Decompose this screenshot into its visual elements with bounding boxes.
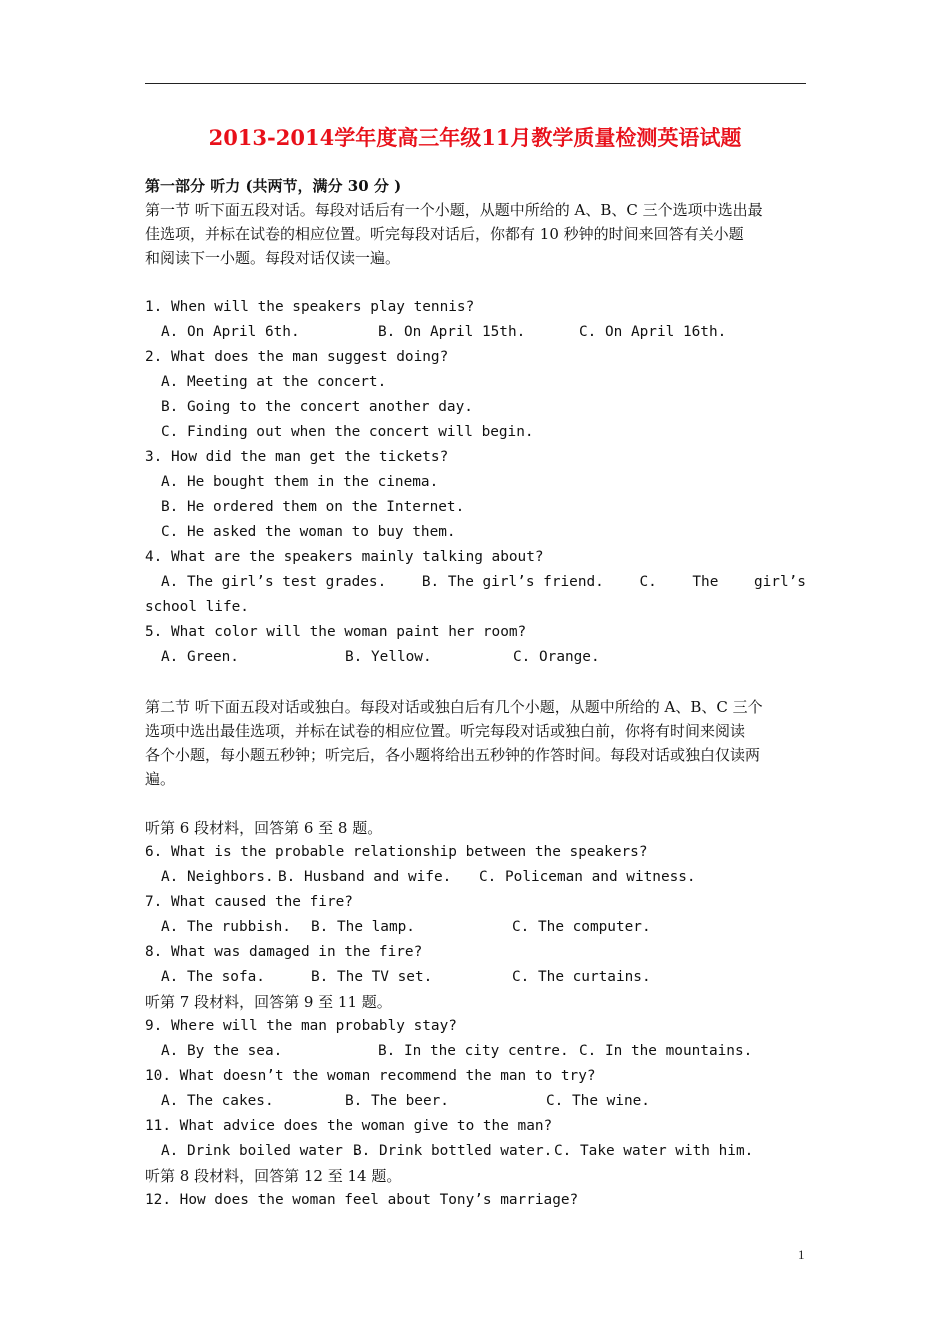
question-7: 7. What caused the fire? [145, 894, 353, 910]
question-4: 4. What are the speakers mainly talking about? [145, 549, 544, 565]
option-a: A. He bought them in the cinema. [161, 474, 439, 490]
section1-instruction-line-2: 佳选项，并标在试卷的相应位置。听完每段对话后，你都有 10 秒钟的时间来回答有关小题 [145, 225, 744, 243]
material-8-instruction: 听第 8 段材料，回答第 12 至 14 题。 [145, 1167, 402, 1185]
page-title: 2013-2014学年度高三年级11月教学质量检测英语试题 [208, 125, 742, 150]
option-b: B. In the city centre. [378, 1043, 569, 1059]
option-b: B. The beer. [345, 1093, 449, 1109]
header-rule [145, 83, 806, 84]
option-b: B. Going to the concert another day. [161, 399, 473, 415]
question-12: 12. How does the woman feel about Tony’s marriage? [145, 1192, 579, 1208]
question-5-options [145, 645, 806, 670]
option-c: C. On April 16th. [579, 324, 727, 340]
option-c: C. He asked the woman to buy them. [161, 524, 456, 540]
spacer [145, 670, 806, 695]
question-6: 6. What is the probable relationship between the speakers? [145, 844, 648, 860]
question-2: 2. What does the man suggest doing? [145, 349, 449, 365]
question-11: 11. What advice does the woman give to the man? [145, 1118, 553, 1134]
question-3: 3. How did the man get the tickets? [145, 449, 449, 465]
option-a: A. Meeting at the concert. [161, 374, 387, 390]
section2-instruction-line-4: 遍。 [145, 770, 176, 788]
option-b: B. The TV set. [311, 969, 433, 985]
question-1: 1. When will the speakers play tennis? [145, 299, 475, 315]
question-10-options [145, 1089, 806, 1114]
question-9-options [145, 1039, 806, 1064]
option-c: C. Finding out when the concert will begin. [161, 424, 534, 440]
option-b: B. He ordered them on the Internet. [161, 499, 465, 515]
material-6-instruction: 听第 6 段材料，回答第 6 至 8 题。 [145, 819, 383, 837]
section1-instruction-line-3: 和阅读下一小题。每段对话仅读一遍。 [145, 249, 401, 267]
option-c-word-1: The [692, 574, 719, 590]
question-6-options [145, 865, 806, 890]
section2-instruction-line-3: 各个小题，每小题五秒钟；听完后，各小题将给出五秒钟的作答时间。每段对话或独白仅读两 [145, 746, 761, 764]
option-c: C. Orange. [513, 649, 600, 665]
question-5: 5. What color will the woman paint her room? [145, 624, 527, 640]
option-a: A. The cakes. [161, 1093, 274, 1109]
part1-heading: 第一部分 听力 (共两节，满分 30 分 ) [145, 177, 402, 195]
option-b: B. On April 15th. [378, 324, 526, 340]
option-a: A. Neighbors. [161, 869, 274, 885]
option-c: C. The curtains. [512, 969, 651, 985]
option-c: C. The wine. [546, 1093, 650, 1109]
document-body [145, 174, 806, 1213]
option-a: A. Drink boiled water . [161, 1143, 361, 1159]
question-7-options [145, 915, 806, 940]
option-b: B. Husband and wife. [278, 869, 452, 885]
question-11-options [145, 1139, 806, 1164]
spacer [145, 270, 806, 295]
option-b: B. Drink bottled water. [353, 1143, 553, 1159]
option-a: A. The girl’s test grades. [161, 574, 387, 590]
question-9: 9. Where will the man probably stay? [145, 1018, 457, 1034]
spacer [145, 791, 806, 816]
option-a: A. The rubbish. [161, 919, 291, 935]
option-a: A. On April 6th. [161, 324, 300, 340]
section1-instruction-line-1: 第一节 听下面五段对话。每段对话后有一个小题，从题中所给的 A、B、C 三个选项中选出最 [145, 201, 763, 219]
option-c: C. Take water with him. [554, 1143, 754, 1159]
question-8: 8. What was damaged in the fire? [145, 944, 423, 960]
option-a: A. The sofa. [161, 969, 265, 985]
option-c: C. Policeman and witness. [479, 869, 696, 885]
option-b: B. The girl’s friend. [421, 574, 604, 590]
option-b: B. The lamp. [311, 919, 415, 935]
page-number: 1 [798, 1247, 805, 1262]
question-1-options [145, 320, 806, 345]
question-10: 10. What doesn’t the woman recommend the man to try? [145, 1068, 596, 1084]
section2-instruction-line-1: 第二节 听下面五段对话或独白。每段对话或独白后有几个小题，从题中所给的 A、B、C 三个 [145, 698, 763, 716]
option-c-label: C. [639, 574, 657, 590]
option-a: A. By the sea. [161, 1043, 283, 1059]
material-7-instruction: 听第 7 段材料，回答第 9 至 11 题。 [145, 993, 392, 1011]
option-c-word-2: girl’s [753, 574, 806, 590]
option-c: C. In the mountains. [579, 1043, 753, 1059]
option-a: A. Green. [161, 649, 239, 665]
option-c-continued: school life. [145, 599, 249, 615]
question-4-options [145, 570, 806, 595]
section2-instruction-line-2: 选项中选出最佳选项，并标在试卷的相应位置。听完每段对话或独白前，你将有时间来阅读 [145, 722, 746, 740]
option-b: B. Yellow. [345, 649, 432, 665]
question-8-options [145, 965, 806, 990]
option-c: C. The computer. [512, 919, 651, 935]
